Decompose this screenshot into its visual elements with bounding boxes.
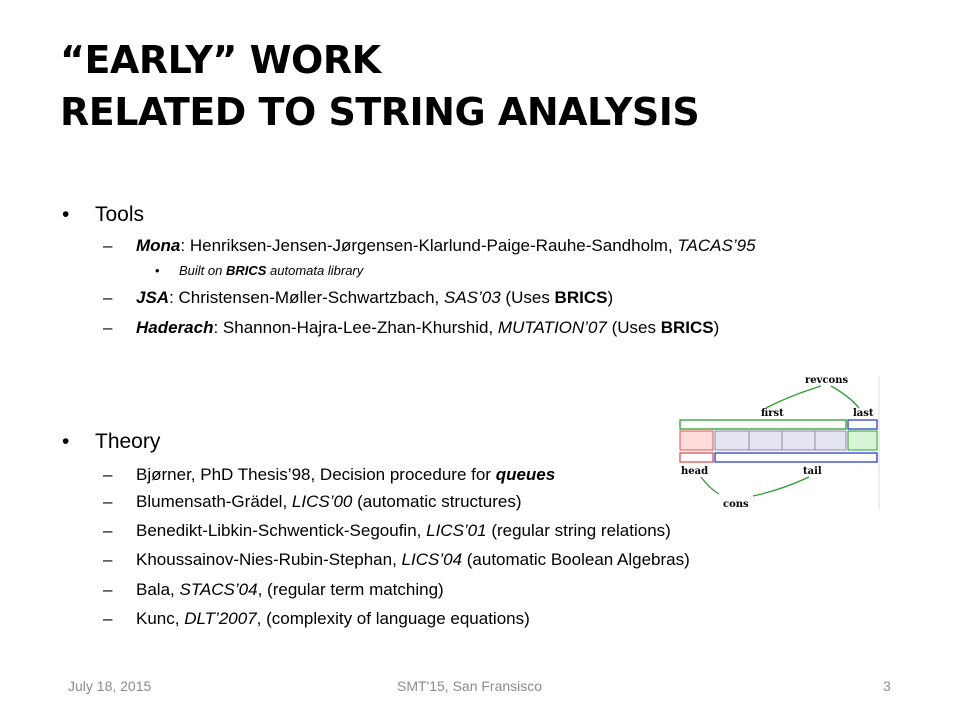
bullet-icon: • xyxy=(155,263,160,278)
sub-lib: BRICS xyxy=(225,263,267,278)
label-head: head xyxy=(681,466,709,477)
bracket-last xyxy=(848,420,877,429)
theory-heading: Theory xyxy=(95,430,161,453)
tool-authors: : Christensen-Møller-Schwartzbach, xyxy=(169,288,444,307)
uses-suffix: ) xyxy=(607,288,614,307)
label-first: first xyxy=(761,408,784,419)
arrow-head-cons xyxy=(701,477,719,494)
tool-name: Haderach xyxy=(136,318,214,337)
dash-icon: – xyxy=(103,521,113,540)
item-venue: DLT’2007 xyxy=(184,609,257,628)
item-note: , (regular term matching) xyxy=(257,580,444,599)
item-text: Bala, xyxy=(136,580,180,599)
uses-lib: BRICS xyxy=(660,318,714,337)
item-text: Benedikt-Libkin-Schwentick-Segoufin, xyxy=(136,521,427,540)
cell xyxy=(782,431,815,450)
item-note: , (complexity of language equations) xyxy=(256,609,530,628)
label-revcons: revcons xyxy=(805,375,849,386)
uses-prefix: (Uses xyxy=(606,318,661,337)
arrow-tail-cons xyxy=(753,477,809,496)
label-last: last xyxy=(853,408,874,419)
cell xyxy=(749,431,782,450)
tools-heading: Tools xyxy=(95,203,145,226)
dash-icon: – xyxy=(103,609,113,628)
queue-diagram xyxy=(671,370,885,510)
item-text: Blumensath-Grädel, xyxy=(136,492,292,511)
item-text: Bjørner, PhD Thesis’98, Decision procedure for xyxy=(136,465,496,484)
dash-icon: – xyxy=(103,288,113,307)
dash-icon: – xyxy=(103,580,113,599)
dash-icon: – xyxy=(103,318,113,337)
tool-venue: SAS’03 xyxy=(444,288,501,307)
footer-date: July 18, 2015 xyxy=(68,678,152,694)
bracket-tail xyxy=(715,453,877,462)
dash-icon: – xyxy=(103,550,113,569)
item-text: Khoussainov-Nies-Rubin-Stephan, xyxy=(136,550,402,569)
bullet-icon: • xyxy=(62,430,70,453)
bullet-icon: • xyxy=(62,203,70,226)
dash-icon: – xyxy=(103,465,113,484)
item-note: (regular string relations) xyxy=(486,521,671,540)
item-note: (automatic structures) xyxy=(352,492,522,511)
tool-authors: : Shannon-Hajra-Lee-Zhan-Khurshid, xyxy=(213,318,498,337)
title-line-1: “EARLY” WORK xyxy=(60,38,381,82)
item-note: (automatic Boolean Algebras) xyxy=(462,550,690,569)
dash-icon: – xyxy=(103,236,113,255)
uses-prefix: (Uses xyxy=(500,288,555,307)
item-text: Kunc, xyxy=(136,609,185,628)
uses-suffix: ) xyxy=(713,318,720,337)
tool-venue: TACAS’95 xyxy=(677,236,756,255)
dash-icon: – xyxy=(103,492,113,511)
tool-venue: MUTATION’07 xyxy=(497,318,607,337)
cell xyxy=(815,431,846,450)
footer-page-number: 3 xyxy=(883,678,891,694)
item-venue: LICS’04 xyxy=(401,550,463,569)
item-emphasis: queues xyxy=(495,465,556,484)
slide-title xyxy=(60,34,920,138)
bracket-first xyxy=(680,420,846,429)
arrow-revcons-last xyxy=(831,386,859,408)
item-venue: LICS’01 xyxy=(426,521,487,540)
cell-last xyxy=(848,431,877,450)
bracket-head xyxy=(680,453,713,462)
label-tail: tail xyxy=(803,466,822,477)
cell-head xyxy=(680,431,713,450)
tool-authors: : Henriksen-Jensen-Jørgensen-Klarlund-Paige-Rauhe-Sandholm, xyxy=(180,236,678,255)
tool-name: Mona xyxy=(136,236,181,255)
label-cons: cons xyxy=(723,499,749,510)
cell xyxy=(715,431,749,450)
title-line-2: RELATED TO STRING ANALYSIS xyxy=(60,90,700,134)
uses-lib: BRICS xyxy=(554,288,608,307)
item-venue: STACS’04 xyxy=(179,580,258,599)
tool-name: JSA xyxy=(136,288,170,307)
footer-center: SMT'15, San Fransisco xyxy=(397,678,543,694)
item-venue: LICS’00 xyxy=(291,492,353,511)
sub-prefix: Built on xyxy=(179,263,226,278)
arrow-revcons-first xyxy=(766,386,821,408)
sub-suffix: automata library xyxy=(266,263,364,278)
